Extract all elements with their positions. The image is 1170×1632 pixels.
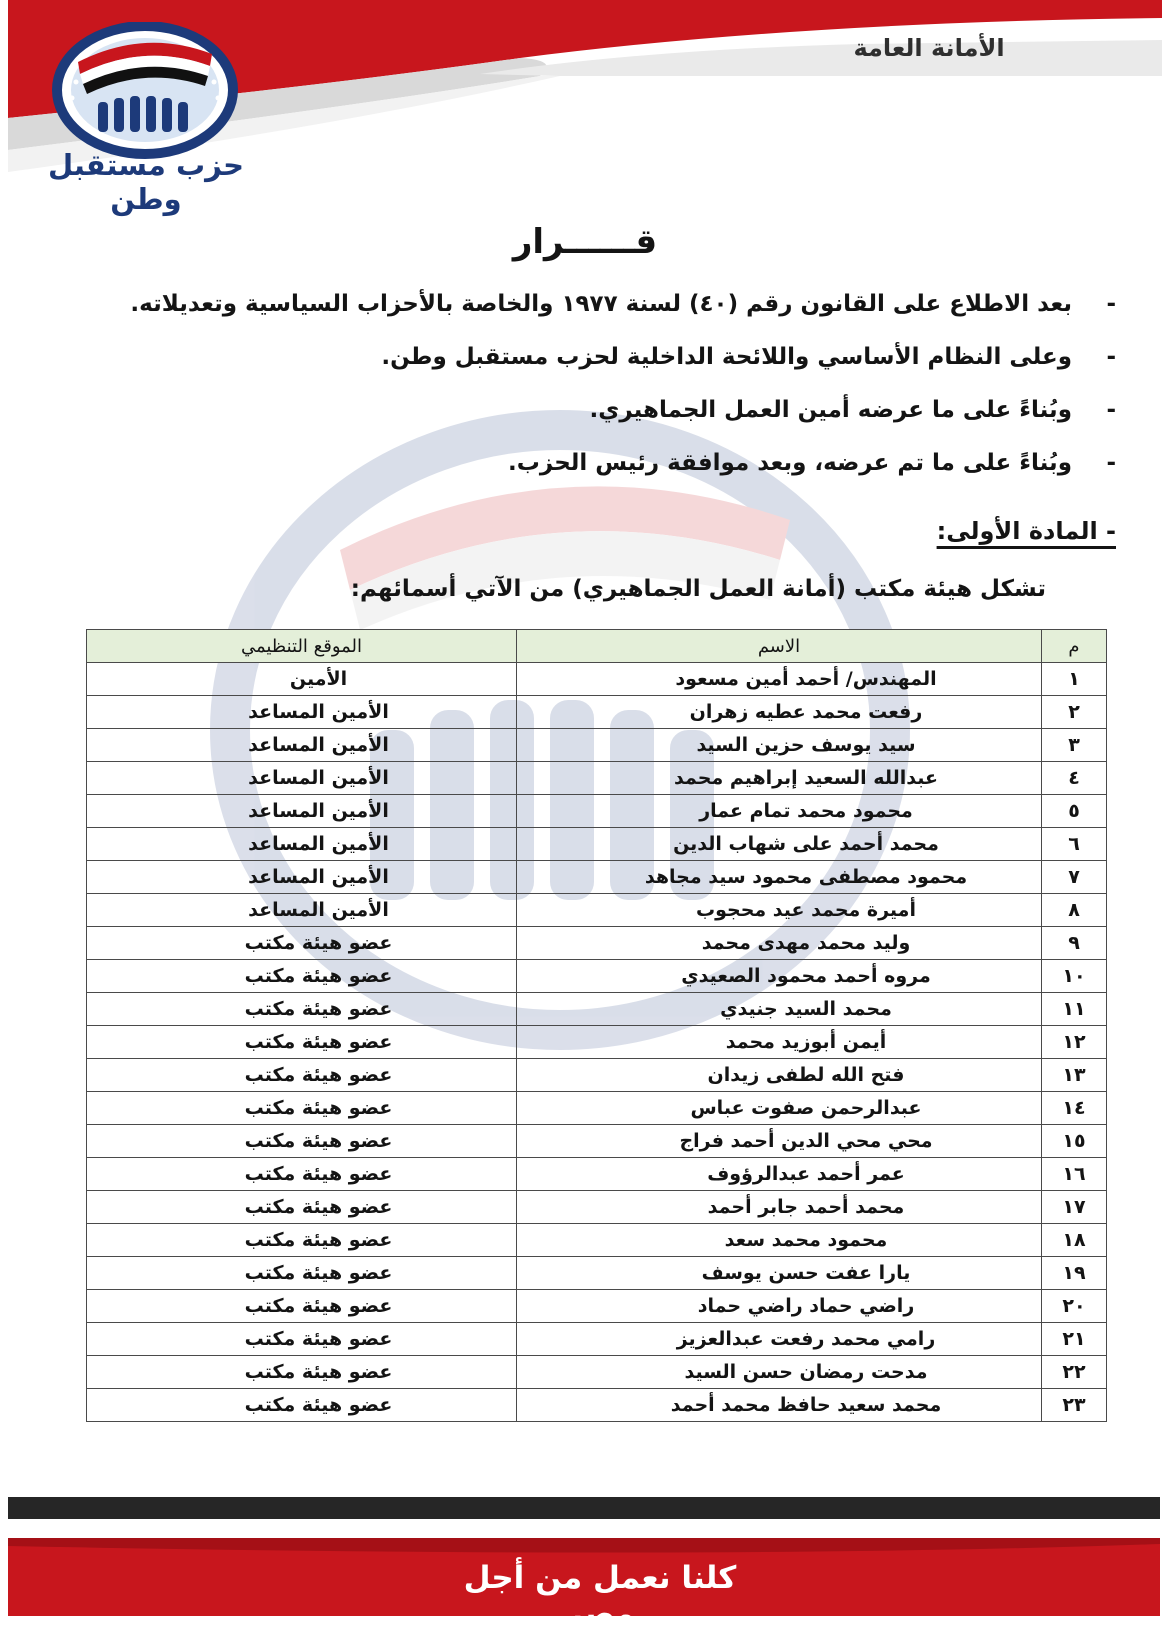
logo-text: حزب مستقبل وطن xyxy=(47,148,245,216)
member-position: الأمين المساعد xyxy=(87,696,517,729)
member-name: وليد محمد مهدى محمد xyxy=(517,927,1042,960)
preamble-clause: -بعد الاطلاع على القانون رقم (٤٠) لسنة ١٩٧٧ والخاصة بالأحزاب السياسية وتعديلاته. xyxy=(130,291,1116,317)
members-table-body xyxy=(87,663,1107,1422)
member-name: عمر أحمد عبدالرؤوف xyxy=(517,1158,1042,1191)
member-name: مروه أحمد محمود الصعيدي xyxy=(517,960,1042,993)
member-name: عبدالله السعيد إبراهيم محمد xyxy=(517,762,1042,795)
table-row xyxy=(87,1158,1107,1191)
member-position: الأمين المساعد xyxy=(87,762,517,795)
table-row xyxy=(87,1191,1107,1224)
member-position: عضو هيئة مكتب xyxy=(87,1389,517,1422)
member-name: المهندس/ أحمد أمين مسعود xyxy=(517,663,1042,696)
row-number: ٢١ xyxy=(1042,1323,1107,1356)
table-row xyxy=(87,1323,1107,1356)
member-name: محمد أحمد على شهاب الدين xyxy=(517,828,1042,861)
preamble-clause: -وعلى النظام الأساسي واللائحة الداخلية لحزب مستقبل وطن. xyxy=(381,344,1116,370)
member-position: عضو هيئة مكتب xyxy=(87,1257,517,1290)
table-row xyxy=(87,729,1107,762)
table-row xyxy=(87,1224,1107,1257)
member-name: أيمن أبوزيد محمد xyxy=(517,1026,1042,1059)
member-name: يارا عفت حسن يوسف xyxy=(517,1257,1042,1290)
table-row xyxy=(87,1059,1107,1092)
member-position: عضو هيئة مكتب xyxy=(87,960,517,993)
table-row xyxy=(87,696,1107,729)
row-number: ١٩ xyxy=(1042,1257,1107,1290)
row-number: ٥ xyxy=(1042,795,1107,828)
row-number: ١٢ xyxy=(1042,1026,1107,1059)
member-position: عضو هيئة مكتب xyxy=(87,1191,517,1224)
row-number: ١٦ xyxy=(1042,1158,1107,1191)
header-title: الأمانة العامة xyxy=(853,34,1005,62)
article-intro: تشكل هيئة مكتب (أمانة العمل الجماهيري) من الآتي أسمائهم: xyxy=(350,576,1046,602)
row-number: ٢٣ xyxy=(1042,1389,1107,1422)
member-position: الأمين المساعد xyxy=(87,894,517,927)
member-name: مدحت رمضان حسن السيد xyxy=(517,1356,1042,1389)
preamble-clauses xyxy=(116,282,1116,494)
member-position: عضو هيئة مكتب xyxy=(87,1026,517,1059)
member-name: محمود محمد تمام عمار xyxy=(517,795,1042,828)
row-number: ٣ xyxy=(1042,729,1107,762)
member-name: أميرة محمد عيد محجوب xyxy=(517,894,1042,927)
row-number: ١٣ xyxy=(1042,1059,1107,1092)
members-table xyxy=(86,629,1107,1422)
member-name: رفعت محمد عطيه زهران xyxy=(517,696,1042,729)
party-logo xyxy=(50,22,240,162)
table-row xyxy=(87,1125,1107,1158)
table-header-row xyxy=(87,630,1107,663)
member-name: محمود مصطفى محمود سيد مجاهد xyxy=(517,861,1042,894)
row-number: ١ xyxy=(1042,663,1107,696)
row-number: ٢ xyxy=(1042,696,1107,729)
member-name: عبدالرحمن صفوت عباس xyxy=(517,1092,1042,1125)
table-row xyxy=(87,861,1107,894)
member-position: عضو هيئة مكتب xyxy=(87,927,517,960)
table-row xyxy=(87,1026,1107,1059)
table-row xyxy=(87,894,1107,927)
member-position: عضو هيئة مكتب xyxy=(87,1356,517,1389)
table-row xyxy=(87,993,1107,1026)
member-position: عضو هيئة مكتب xyxy=(87,1092,517,1125)
row-number: ٢٠ xyxy=(1042,1290,1107,1323)
member-position: عضو هيئة مكتب xyxy=(87,1125,517,1158)
member-position: عضو هيئة مكتب xyxy=(87,1323,517,1356)
member-position: الأمين المساعد xyxy=(87,729,517,762)
table-row xyxy=(87,1356,1107,1389)
member-position: الأمين المساعد xyxy=(87,861,517,894)
table-row xyxy=(87,1092,1107,1125)
member-name: محمود محمد سعد xyxy=(517,1224,1042,1257)
member-name: فتح الله لطفى زيدان xyxy=(517,1059,1042,1092)
table-row xyxy=(87,795,1107,828)
preamble-clause: -وبُناءً على ما عرضه أمين العمل الجماهيري. xyxy=(589,397,1116,423)
column-header-position: الموقع التنظيمي xyxy=(87,630,517,663)
column-header-name: الاسم xyxy=(517,630,1042,663)
table-row xyxy=(87,960,1107,993)
row-number: ١٠ xyxy=(1042,960,1107,993)
table-row xyxy=(87,828,1107,861)
row-number: ٧ xyxy=(1042,861,1107,894)
footer-slogan: كلنا نعمل من أجل مصر xyxy=(463,1560,737,1632)
table-row xyxy=(87,1389,1107,1422)
member-position: عضو هيئة مكتب xyxy=(87,1158,517,1191)
row-number: ٩ xyxy=(1042,927,1107,960)
member-name: سيد يوسف حزين السيد xyxy=(517,729,1042,762)
footer-divider xyxy=(8,1497,1160,1519)
row-number: ٨ xyxy=(1042,894,1107,927)
row-number: ١٥ xyxy=(1042,1125,1107,1158)
row-number: ١٧ xyxy=(1042,1191,1107,1224)
table-row xyxy=(87,1257,1107,1290)
row-number: ٢٢ xyxy=(1042,1356,1107,1389)
member-position: الأمين xyxy=(87,663,517,696)
member-name: محمد السيد جنيدي xyxy=(517,993,1042,1026)
member-name: راضي حماد راضي حماد xyxy=(517,1290,1042,1323)
table-row xyxy=(87,927,1107,960)
member-position: الأمين المساعد xyxy=(87,795,517,828)
member-position: عضو هيئة مكتب xyxy=(87,1059,517,1092)
row-number: ١٨ xyxy=(1042,1224,1107,1257)
decree-title: قــــــرار xyxy=(512,222,658,262)
member-name: محي محي الدين أحمد فراج xyxy=(517,1125,1042,1158)
row-number: ٤ xyxy=(1042,762,1107,795)
preamble-clause: -وبُناءً على ما تم عرضه، وبعد موافقة رئيس الحزب. xyxy=(508,450,1116,476)
row-number: ١١ xyxy=(1042,993,1107,1026)
table-row xyxy=(87,663,1107,696)
table-row xyxy=(87,762,1107,795)
table-row xyxy=(87,1290,1107,1323)
column-header-num: م xyxy=(1042,630,1107,663)
member-name: محمد أحمد جابر أحمد xyxy=(517,1191,1042,1224)
row-number: ٦ xyxy=(1042,828,1107,861)
member-name: محمد سعيد حافظ محمد أحمد xyxy=(517,1389,1042,1422)
row-number: ١٤ xyxy=(1042,1092,1107,1125)
member-name: رامي محمد رفعت عبدالعزيز xyxy=(517,1323,1042,1356)
member-position: الأمين المساعد xyxy=(87,828,517,861)
member-position: عضو هيئة مكتب xyxy=(87,1290,517,1323)
article-title: - المادة الأولى: xyxy=(936,517,1116,545)
member-position: عضو هيئة مكتب xyxy=(87,993,517,1026)
member-position: عضو هيئة مكتب xyxy=(87,1224,517,1257)
